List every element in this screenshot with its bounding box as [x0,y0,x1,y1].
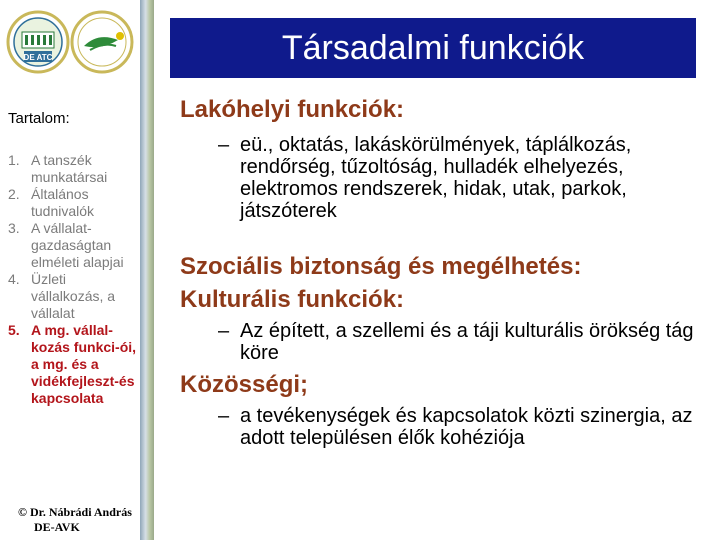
toc-item-label: Általános tudnivalók [31,186,95,219]
bullet-residential [218,134,698,222]
bullet-dash: – [218,405,230,427]
author-credit [18,505,132,535]
toc-item-number: 1. [8,152,20,168]
toc-heading: Tartalom: [8,110,70,127]
logo-area [6,6,136,76]
toc-item-label: Üzleti vállalkozás, a vállalat [31,271,116,321]
toc-item-2[interactable] [8,186,138,220]
toc-item-label: A vállalat-gazdaságtan elméleti alapjai [31,220,124,270]
bullet-text: eü., oktatás, lakáskörülmények, táplálkozás, rendőrség, tűzoltóság, hulladék elhelyezés, elektromos rendszerek, hidak, utak, parkok, játszóterek [240,134,632,222]
toc-item-number: 4. [8,271,20,287]
sidebar [0,0,140,540]
bullet-dash: – [218,134,230,156]
toc-item-label: A tanszék munkatársai [31,152,108,185]
toc-item-number: 3. [8,220,20,236]
toc-item-number: 2. [8,186,20,202]
toc-item-3[interactable] [8,220,138,271]
bullet-dash: – [218,320,230,342]
bullet-community [218,405,698,449]
toc-item-4[interactable] [8,271,138,322]
heading-community: Közösségi; [180,371,309,398]
toc-item-label: A mg. vállal-kozás funkci-ói, a mg. és a vidékfejleszt-és kapcsolata [31,322,137,406]
sidebar-stripe [140,0,154,540]
toc-list [8,152,138,407]
toc-item-number: 5. [8,322,20,338]
toc-item-1[interactable] [8,152,138,186]
author-institution: DE-AVK [34,520,80,534]
heading-social-security: Szociális biztonság és megélhetés: [180,253,582,280]
university-logo-icon [6,6,136,76]
toc-item-5[interactable] [8,322,138,407]
slide-title: Társadalmi funkciók [170,18,696,78]
bullet-cultural [218,320,698,364]
heading-cultural-functions: Kulturális funkciók: [180,286,405,313]
logo-text: DE ATC [23,53,53,62]
heading-residential-functions: Lakóhelyi funkciók: [180,96,405,123]
bullet-text: a tevékenységek és kapcsolatok közti szinergia, az adott településen élők kohéziója [240,405,693,449]
bullet-text: Az épített, a szellemi és a táji kulturális örökség tág köre [240,320,694,364]
author-name: © Dr. Nábrádi András [18,505,132,519]
